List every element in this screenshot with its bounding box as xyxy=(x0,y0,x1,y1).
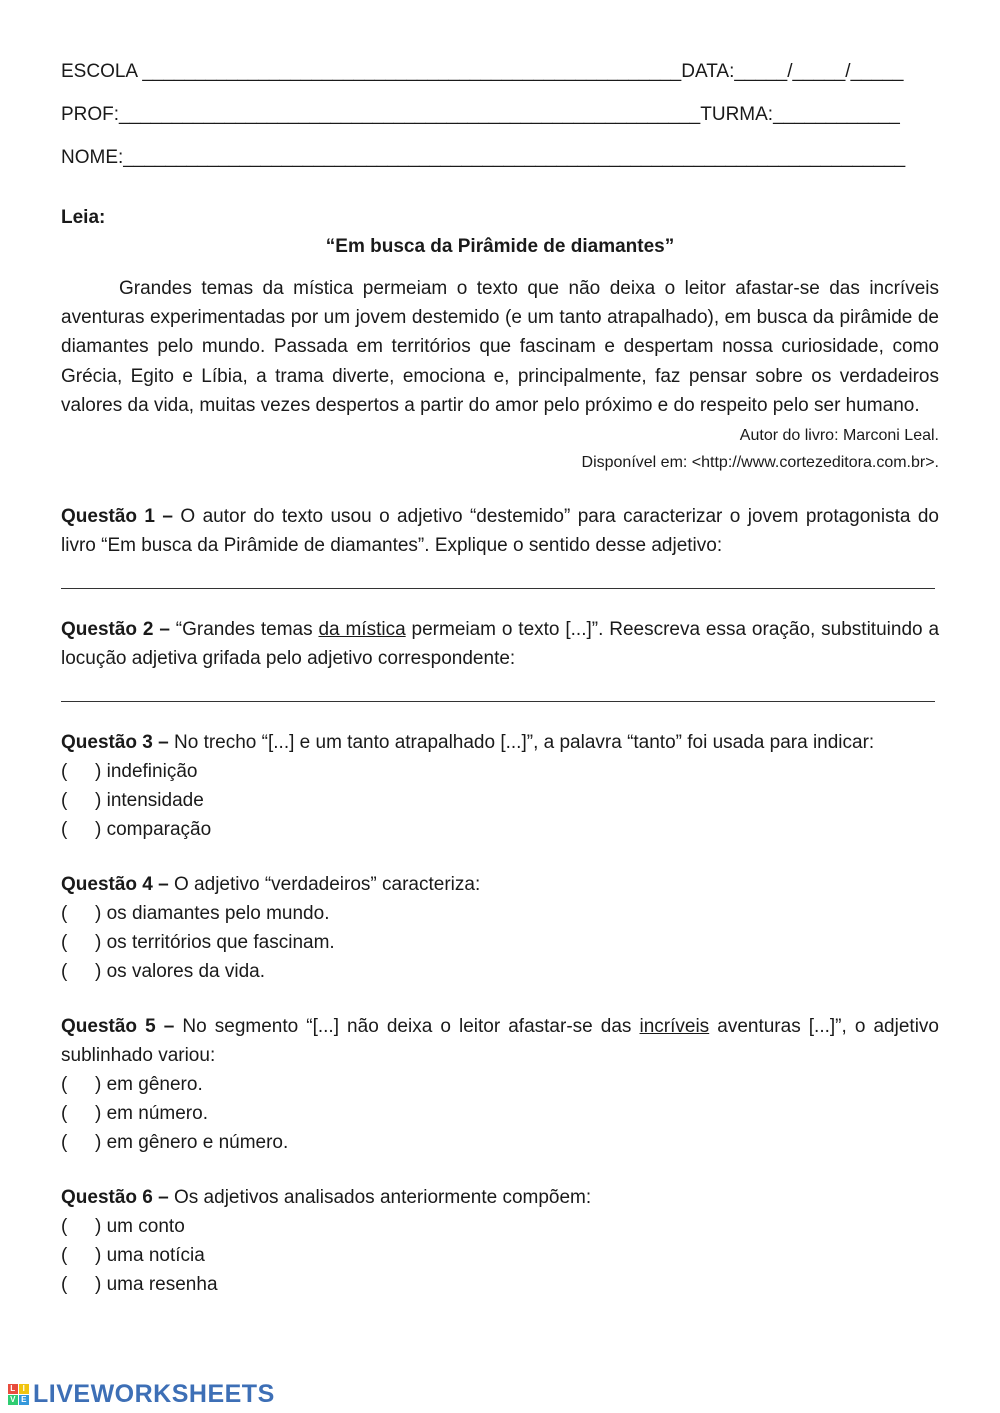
checkbox-paren[interactable]: ( xyxy=(61,761,68,783)
question-3-option-3[interactable] xyxy=(61,815,939,844)
question-6-option-1[interactable] xyxy=(61,1212,939,1241)
question-3-label: Questão 3 – xyxy=(61,732,169,754)
question-6 xyxy=(61,1183,939,1299)
question-4-label: Questão 4 – xyxy=(61,874,169,896)
option-text: ) os diamantes pelo mundo. xyxy=(95,903,330,925)
question-6-option-3[interactable] xyxy=(61,1270,939,1299)
question-1-text xyxy=(61,502,939,560)
option-text: ) os valores da vida. xyxy=(95,961,266,983)
nome-line[interactable]: NOME:__________________________________________________________________________ xyxy=(61,147,906,168)
question-3-option-1[interactable] xyxy=(61,757,939,786)
logo-letter: I xyxy=(19,1384,29,1394)
option-text: ) um conto xyxy=(95,1216,185,1238)
question-6-body: Os adjetivos analisados anteriormente compõem: xyxy=(168,1187,592,1209)
question-4-option-3[interactable] xyxy=(61,957,939,986)
option-text: ) em número. xyxy=(95,1103,208,1125)
reading-title: “Em busca da Pirâmide de diamantes” xyxy=(325,236,675,257)
question-4-body: O adjetivo “verdadeiros” caracteriza: xyxy=(168,874,481,896)
question-1 xyxy=(61,502,939,589)
logo-letter: L xyxy=(8,1384,18,1394)
reading-label: Leia: xyxy=(61,207,106,228)
question-2-text xyxy=(61,615,939,673)
question-3-option-2[interactable] xyxy=(61,786,939,815)
question-5-text xyxy=(61,1012,939,1070)
question-4-option-1[interactable] xyxy=(61,899,939,928)
question-1-answer-line[interactable] xyxy=(61,564,935,589)
worksheet-page xyxy=(61,56,939,1299)
option-text: ) comparação xyxy=(95,819,212,841)
option-text: ) uma resenha xyxy=(95,1274,218,1296)
question-5-option-1[interactable] xyxy=(61,1070,939,1099)
option-text: ) os territórios que fascinam. xyxy=(95,932,335,954)
question-2-body-end: permeiam o texto [...]”. Reescreva essa oração, substituindo a locução adjetiva grifada pelo adjetivo correspondente: xyxy=(61,619,940,670)
escola-data-line[interactable]: ESCOLA ___________________________________________________DATA:_____/_____/_____ xyxy=(61,61,904,82)
question-5-body-end: aventuras [...]”, o adjetivo sublinhado variou: xyxy=(61,1016,939,1067)
question-2-answer-line[interactable] xyxy=(61,677,935,702)
question-2-body-start: “Grandes temas xyxy=(169,619,319,641)
checkbox-paren[interactable]: ( xyxy=(61,1216,68,1238)
question-3 xyxy=(61,728,939,844)
question-1-body: O autor do texto usou o adjetivo “destemido” para caracterizar o jovem protagonista do livro “Em busca da Pirâmide de diamantes”. Explique o sentido desse adjetivo: xyxy=(61,506,939,557)
checkbox-paren[interactable]: ( xyxy=(61,1103,68,1125)
question-2-label: Questão 2 – xyxy=(61,619,170,641)
question-6-option-2[interactable] xyxy=(61,1241,939,1270)
source-author: Autor do livro: Marconi Leal. xyxy=(739,427,939,445)
question-1-label: Questão 1 – xyxy=(61,506,173,528)
question-4-option-2[interactable] xyxy=(61,928,939,957)
option-text: ) uma notícia xyxy=(95,1245,205,1267)
source-url: Disponível em: <http://www.cortezeditora.com.br>. xyxy=(581,454,939,472)
option-text: ) em gênero e número. xyxy=(95,1132,289,1154)
checkbox-paren[interactable]: ( xyxy=(61,1274,68,1296)
prof-turma-line[interactable]: PROF:_______________________________________________________TURMA:____________ xyxy=(61,104,900,125)
reading-paragraph: Grandes temas da mística permeiam o texto que não deixa o leitor afastar-se das incríveis aventuras experimentadas por um jovem destemido (e um tanto atrapalhado), em busca da pirâmide de diamantes pelo mundo. Passada em territórios que fascinam e despertam nossa curiosidade, como Grécia, Egito e Líbia, a trama diverte, emociona e, principalmente, faz pensar sobre os verdadeiros valores da vida, muitas vezes despertos a partir do amor pelo próximo e do respeito pelo ser humano. xyxy=(61,278,939,416)
question-6-text xyxy=(61,1183,939,1212)
liveworksheets-brand[interactable] xyxy=(8,1380,275,1409)
checkbox-paren[interactable]: ( xyxy=(61,932,68,954)
checkbox-paren[interactable]: ( xyxy=(61,1132,68,1154)
checkbox-paren[interactable]: ( xyxy=(61,790,68,812)
checkbox-paren[interactable]: ( xyxy=(61,903,68,925)
liveworksheets-logo-icon xyxy=(8,1384,29,1405)
question-4 xyxy=(61,870,939,986)
question-5-underlined: incríveis xyxy=(639,1016,710,1038)
question-5-option-3[interactable] xyxy=(61,1128,939,1157)
logo-letter: E xyxy=(19,1395,29,1405)
checkbox-paren[interactable]: ( xyxy=(61,819,68,841)
option-text: ) indefinição xyxy=(95,761,198,783)
question-5-label: Questão 5 – xyxy=(61,1016,175,1038)
question-4-text xyxy=(61,870,939,899)
checkbox-paren[interactable]: ( xyxy=(61,1074,68,1096)
brand-text: LIVEWORKSHEETS xyxy=(33,1380,275,1408)
option-text: ) intensidade xyxy=(95,790,204,812)
question-6-label: Questão 6 – xyxy=(61,1187,169,1209)
question-5-body-start: No segmento “[...] não deixa o leitor afastar-se das xyxy=(174,1016,640,1038)
question-2-underlined: da mística xyxy=(318,619,406,641)
question-3-text xyxy=(61,728,939,757)
checkbox-paren[interactable]: ( xyxy=(61,1245,68,1267)
question-5 xyxy=(61,1012,939,1157)
option-text: ) em gênero. xyxy=(95,1074,203,1096)
question-5-option-2[interactable] xyxy=(61,1099,939,1128)
question-3-body: No trecho “[...] e um tanto atrapalhado [...]”, a palavra “tanto” foi usada para indicar: xyxy=(168,732,875,754)
logo-letter: V xyxy=(8,1395,18,1405)
checkbox-paren[interactable]: ( xyxy=(61,961,68,983)
question-2 xyxy=(61,615,939,702)
